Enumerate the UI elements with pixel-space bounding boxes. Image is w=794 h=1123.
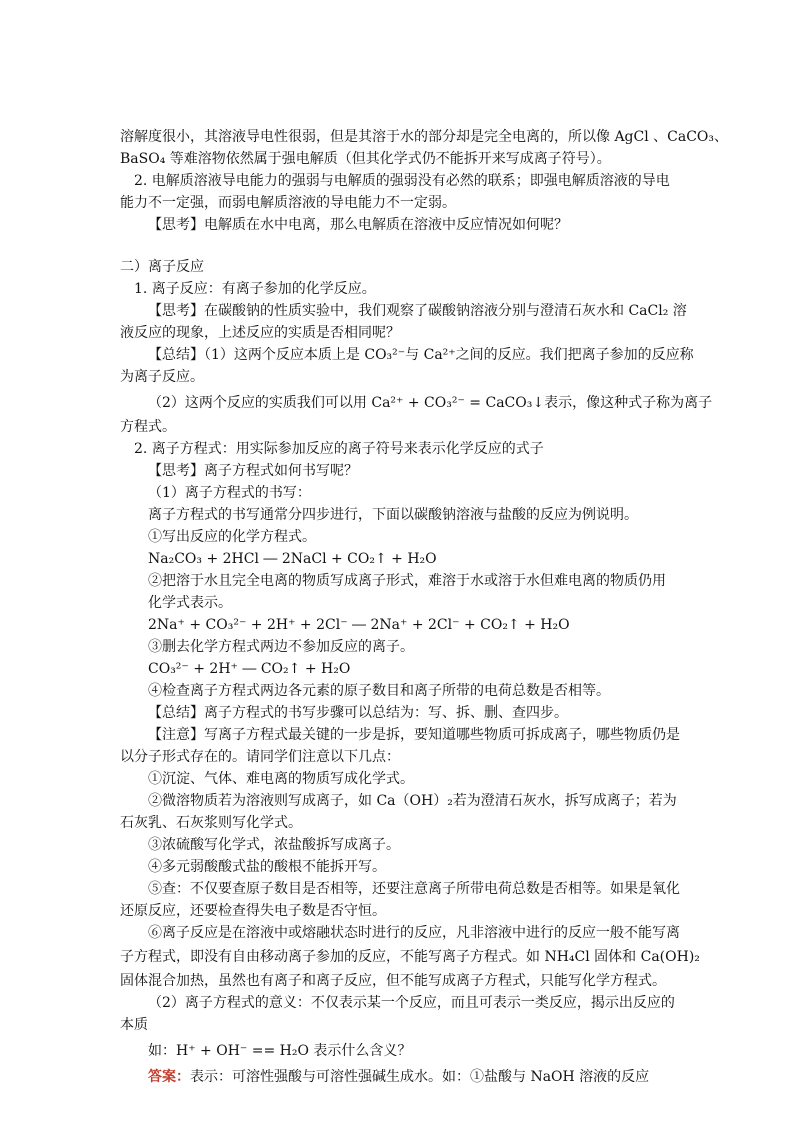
text-line: 【思考】离子方程式如何书写呢？ <box>148 463 358 479</box>
text-line: 能力不一定强，而弱电解质溶液的导电能力不一定弱。 <box>120 195 456 211</box>
text-line: 如：H⁺ + OH⁻ == H₂O 表示什么含义？ <box>148 1043 412 1059</box>
text-line: ①沉淀、气体、难电离的物质写成化学式。 <box>148 771 414 787</box>
text-line: 1. 离子反应：有离子参加的化学反应。 <box>134 281 376 297</box>
text-line: ⑥离子反应是在溶液中或熔融状态时进行的反应，凡非溶液中进行的反应一般不能写离 <box>148 925 680 941</box>
text-line: 方程式。 <box>120 419 176 435</box>
text-line: 液反应的现象，上述反应的实质是否相同呢？ <box>120 325 400 341</box>
equation-line: Na₂CO₃ + 2HCl ― 2NaCl + CO₂↑ + H₂O <box>148 551 437 567</box>
text-line: ④多元弱酸酸式盐的酸根不能拆开写。 <box>148 859 386 875</box>
text-line: BaSO₄ 等难溶物依然属于强电解质（但其化学式仍不能拆开来写成离子符号）。 <box>120 151 611 167</box>
text-line: ③删去化学方程式两边不参加反应的离子。 <box>148 639 414 655</box>
text-line: （2）这两个反应的实质我们可以用 Ca²⁺ + CO₃²⁻ = CaCO₃↓表示，像这种式子称为离子 <box>148 395 713 411</box>
text-line: ③浓硫酸写化学式，浓盐酸拆写成离子。 <box>148 837 400 853</box>
text-line: ⑤查：不仅要查原子数目是否相等，还要注意离子所带电荷总数是否相等。如果是氧化 <box>148 881 680 897</box>
text-line: 子方程式，即没有自由移动离子参加的反应，不能写离子方程式。如 NH₄Cl 固体和 Ca(OH)₂ <box>120 949 700 965</box>
text-line: 化学式表示。 <box>148 595 232 611</box>
text-line: 【总结】（1）这两个反应本质上是 CO₃²⁻与 Ca²⁺之间的反应。我们把离子参加的反应称 <box>148 347 694 363</box>
text-line: 2. 电解质溶液导电能力的强弱与电解质的强弱没有必然的联系；即强电解质溶液的导电 <box>134 173 670 189</box>
text-line: 【总结】离子方程式的书写步骤可以总结为：写、拆、删、查四步。 <box>148 705 568 721</box>
text-line: 还原反应，还要检查得失电子数是否守恒。 <box>120 903 386 919</box>
text-line: 为离子反应。 <box>120 369 204 385</box>
text-line: ②微溶物质若为溶液则写成离子，如 Ca（OH）₂若为澄清石灰水，拆写成离子；若为 <box>148 793 677 809</box>
text-line: 2. 离子方程式：用实际参加反应的离子符号来表示化学反应的式子 <box>134 441 544 457</box>
answer-text: 表示：可溶性强酸与可溶性强碱生成水。如：①盐酸与 NaOH 溶液的反应 <box>190 1069 650 1085</box>
text-line: 以分子形式存在的。请同学们注意以下几点： <box>120 749 400 765</box>
equation-line: CO₃²⁻ + 2H⁺ ― CO₂↑ + H₂O <box>148 661 351 677</box>
text-line: ②把溶于水且完全电离的物质写成离子形式，难溶于水或溶于水但难电离的物质仍用 <box>148 573 666 589</box>
answer-colon: ： <box>176 1069 190 1085</box>
text-line: 【思考】电解质在水中电离，那么电解质在溶液中反应情况如何呢？ <box>148 217 568 233</box>
answer-label: 答案 <box>148 1069 176 1085</box>
text-line: 溶解度很小，其溶液导电性很弱，但是其溶于水的部分却是完全电离的，所以像 AgCl 、CaCO₃、 <box>120 129 729 145</box>
text-line: ④检查离子方程式两边各元素的原子数目和离子所带的电荷总数是否相等。 <box>148 683 610 699</box>
equation-line: 2Na⁺ + CO₃²⁻ + 2H⁺ + 2Cl⁻ ― 2Na⁺ + 2Cl⁻ + CO₂↑ + H₂O <box>148 617 570 633</box>
text-line: 本质 <box>120 1017 148 1033</box>
answer-line <box>148 1066 649 1088</box>
text-line: ①写出反应的化学方程式。 <box>148 529 316 545</box>
section-heading: 二）离子反应 <box>120 259 204 275</box>
text-line: （2）离子方程式的意义：不仅表示某一个反应，而且可表示一类反应，揭示出反应的 <box>148 995 675 1011</box>
text-line: 【思考】在碳酸钠的性质实验中，我们观察了碳酸钠溶液分别与澄清石灰水和 CaCl₂ 溶 <box>148 303 687 319</box>
text-line: 固体混合加热，虽然也有离子和离子反应，但不能写成离子方程式，只能写化学方程式。 <box>120 973 666 989</box>
text-line: 石灰乳、石灰浆则写化学式。 <box>120 815 302 831</box>
text-line: 离子方程式的书写通常分四步进行，下面以碳酸钠溶液与盐酸的反应为例说明。 <box>148 507 638 523</box>
text-line: （1）离子方程式的书写： <box>148 485 311 501</box>
text-line: 【注意】写离子方程式最关键的一步是拆，要知道哪些物质可拆成离子，哪些物质仍是 <box>148 727 680 743</box>
